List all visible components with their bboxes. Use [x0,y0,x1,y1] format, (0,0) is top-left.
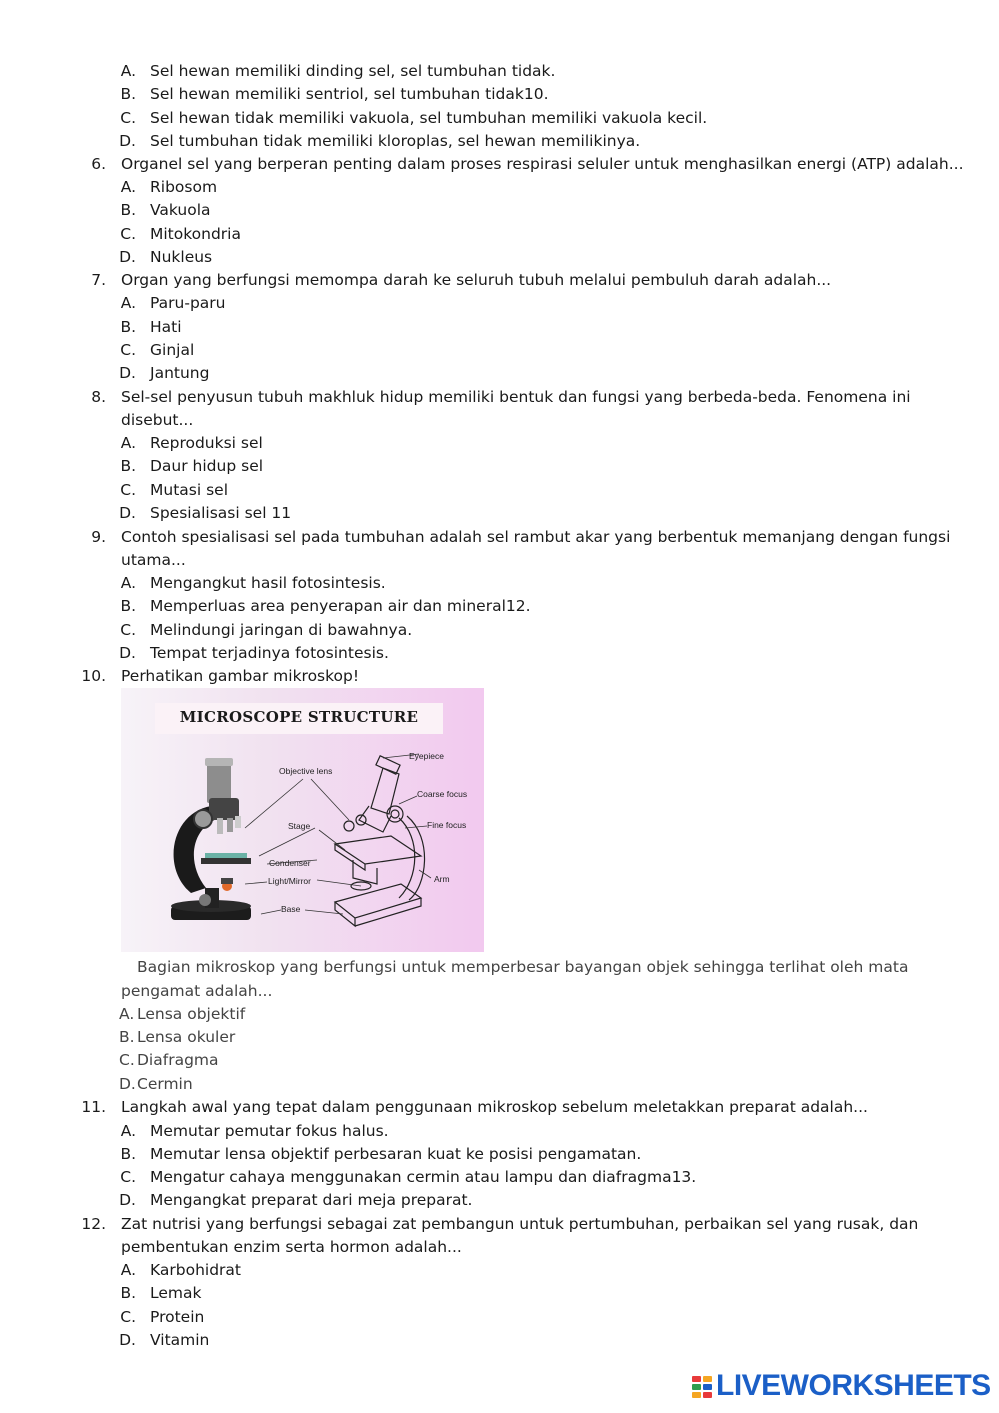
leader-lines [245,754,431,914]
worksheet-page: A. Sel hewan memiliki dinding sel, sel tumbuhan tidak. B. Sel hewan memiliki sentriol, sel tumbuhan tidak10. C. Sel hewan tidak memiliki vakuola, sel tumbuhan memiliki vakuola kecil. D. Sel tumbuhan tidak memiliki kloroplas, sel hewan memilikinya. 6. Organel sel yang berperan penting dalam proses respirasi seluler untuk menghasilkan energi (ATP) adalah... A. Ribosom B. Vakuola C. Mitokondria D. Nukleus 7. Organ yang berfungsi memompa darah ke seluruh tubuh melalui pembuluh darah adalah... A. Paru-paru B. Hati C. Ginjal D. Jantung 8. Sel-sel penyusun tubuh makhluk hidup memiliki bentuk dan fungsi yang berbeda-beda. Fenomena ini disebut... A. Reproduksi sel B. Daur hidup sel C. Mutasi sel D. Spesialisasi sel 11 9. Contoh spesialisasi sel pada tumbuhan adalah sel rambut akar yang berbentuk memanjang dengan fungsi utama... A. Mengangkut hasil fotosintesis. B. Memperluas area penyerapan air dan mineral12. C. Melindungi jaringan di bawahnya. D. Tempat terjadinya fotosintesis. 10. Perhatikan gambar mikroskop! MICROSCOPE STRUCTURE Eyepiece Objective lens Coarse focus Fine focus Stage Condenser Light/Mirror Arm Base Bagian mikroskop yang berfungsi untuk memperbesar bayangan objek sehingga terlihat oleh mata pengamat adalah... A. Lensa objektif B. Lensa okuler C. Diafragma D. Cermin 11. Langkah awal yang tepat dalam penggunaan mikroskop sebelum meletakkan preparat adalah... A. Memutar pemutar fokus halus. B. Memutar lensa objektif perbesaran kuat ke posisi pengamatan. C. Mengatur cahaya menggunakan cermin atau lampu dan diafragma13. D. Mengangkat preparat dari meja preparat. 12. Zat nutrisi yang berfungsi sebagai zat pembangun untuk pertumbuhan, perbaikan sel yang rusak, dan pembentukan enzim serta hormon adalah... A. Karbohidrat B. Lemak C. Protein D. Vitamin LIVEWORKSHEETS [0,0,999,1413]
label-eyepiece: Eyepiece [409,751,444,761]
label-base: Base [281,904,301,914]
label-condenser: Condenser [269,858,311,868]
label-fine-focus: Fine focus [427,820,467,830]
label-light-mirror: Light/Mirror [268,876,311,886]
photo-microscope [171,758,251,920]
label-stage: Stage [288,821,311,831]
liveworksheets-brand[interactable]: LIVEWORKSHEETS [716,1369,991,1402]
label-objective-lens: Objective lens [279,766,333,776]
figure-title: MICROSCOPE STRUCTURE [179,708,419,726]
label-arm: Arm [434,874,450,884]
diagram-microscope [335,756,425,926]
label-coarse-focus: Coarse focus [417,789,468,799]
microscope-figure [121,688,484,952]
liveworksheets-logo-icon [690,1372,714,1406]
